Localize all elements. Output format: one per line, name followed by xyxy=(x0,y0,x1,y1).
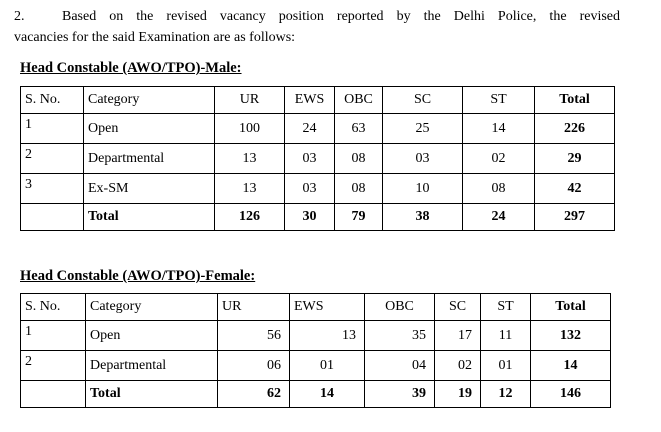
table-total-row xyxy=(21,381,611,408)
cell-ur: 56 xyxy=(218,321,290,351)
cell-ews: 03 xyxy=(285,144,335,174)
cell-sno: 1 xyxy=(21,321,86,351)
cell-ews: 13 xyxy=(290,321,365,351)
cell-category: Total xyxy=(86,381,218,408)
cell-sno xyxy=(21,204,84,231)
cell-obc: 79 xyxy=(335,204,383,231)
table-row xyxy=(21,144,615,174)
cell-sc: 19 xyxy=(435,381,481,408)
header-obc: OBC xyxy=(335,87,383,114)
female-vacancy-table xyxy=(20,293,611,408)
cell-ur: 62 xyxy=(218,381,290,408)
cell-total: 297 xyxy=(535,204,615,231)
cell-category: Open xyxy=(84,114,215,144)
header-sc: SC xyxy=(383,87,463,114)
cell-st: 08 xyxy=(463,174,535,204)
cell-total: 29 xyxy=(535,144,615,174)
cell-total: 14 xyxy=(531,351,611,381)
cell-sc: 10 xyxy=(383,174,463,204)
table-total-row xyxy=(21,204,615,231)
cell-sno: 1 xyxy=(21,114,84,144)
cell-ur: 126 xyxy=(215,204,285,231)
table-header-row xyxy=(21,87,615,114)
cell-sno: 2 xyxy=(21,351,86,381)
cell-st: 12 xyxy=(481,381,531,408)
cell-ews: 01 xyxy=(290,351,365,381)
header-obc: OBC xyxy=(365,294,435,321)
cell-obc: 63 xyxy=(335,114,383,144)
header-category: Category xyxy=(86,294,218,321)
cell-sc: 03 xyxy=(383,144,463,174)
cell-sno: 3 xyxy=(21,174,84,204)
cell-obc: 08 xyxy=(335,174,383,204)
header-sc: SC xyxy=(435,294,481,321)
table-row xyxy=(21,351,611,381)
cell-ews: 03 xyxy=(285,174,335,204)
cell-obc: 04 xyxy=(365,351,435,381)
cell-ur: 06 xyxy=(218,351,290,381)
header-sno: S. No. xyxy=(21,294,86,321)
table-row xyxy=(21,174,615,204)
cell-obc: 35 xyxy=(365,321,435,351)
header-category: Category xyxy=(84,87,215,114)
cell-ews: 30 xyxy=(285,204,335,231)
header-ur: UR xyxy=(218,294,290,321)
cell-sc: 17 xyxy=(435,321,481,351)
paragraph-line-1: Based on the revised vacancy position reported by the Delhi Police, the revised xyxy=(62,9,620,24)
cell-obc: 08 xyxy=(335,144,383,174)
cell-st: 24 xyxy=(463,204,535,231)
cell-st: 02 xyxy=(463,144,535,174)
header-st: ST xyxy=(481,294,531,321)
header-total: Total xyxy=(531,294,611,321)
cell-sno: 2 xyxy=(21,144,84,174)
header-ews: EWS xyxy=(290,294,365,321)
intro-paragraph xyxy=(14,6,620,48)
cell-category: Open xyxy=(86,321,218,351)
cell-total: 42 xyxy=(535,174,615,204)
cell-sno xyxy=(21,381,86,408)
cell-category: Total xyxy=(84,204,215,231)
cell-st: 14 xyxy=(463,114,535,144)
cell-ur: 100 xyxy=(215,114,285,144)
cell-category: Departmental xyxy=(86,351,218,381)
male-table-heading: Head Constable (AWO/TPO)-Male: xyxy=(20,60,242,76)
cell-sc: 02 xyxy=(435,351,481,381)
paragraph-number: 2. xyxy=(14,9,25,24)
female-table-heading: Head Constable (AWO/TPO)-Female: xyxy=(20,268,256,284)
cell-ur: 13 xyxy=(215,144,285,174)
header-ews: EWS xyxy=(285,87,335,114)
paragraph-line-2: vacancies for the said Examination are as follows: xyxy=(14,30,296,45)
table-header-row xyxy=(21,294,611,321)
header-st: ST xyxy=(463,87,535,114)
cell-st: 01 xyxy=(481,351,531,381)
cell-ews: 24 xyxy=(285,114,335,144)
header-total: Total xyxy=(535,87,615,114)
cell-total: 226 xyxy=(535,114,615,144)
cell-sc: 38 xyxy=(383,204,463,231)
header-ur: UR xyxy=(215,87,285,114)
header-sno: S. No. xyxy=(21,87,84,114)
male-vacancy-table xyxy=(20,86,615,231)
cell-obc: 39 xyxy=(365,381,435,408)
cell-category: Departmental xyxy=(84,144,215,174)
cell-total: 146 xyxy=(531,381,611,408)
cell-total: 132 xyxy=(531,321,611,351)
cell-ur: 13 xyxy=(215,174,285,204)
cell-category: Ex-SM xyxy=(84,174,215,204)
cell-st: 11 xyxy=(481,321,531,351)
table-row xyxy=(21,321,611,351)
cell-ews: 14 xyxy=(290,381,365,408)
cell-sc: 25 xyxy=(383,114,463,144)
table-row xyxy=(21,114,615,144)
